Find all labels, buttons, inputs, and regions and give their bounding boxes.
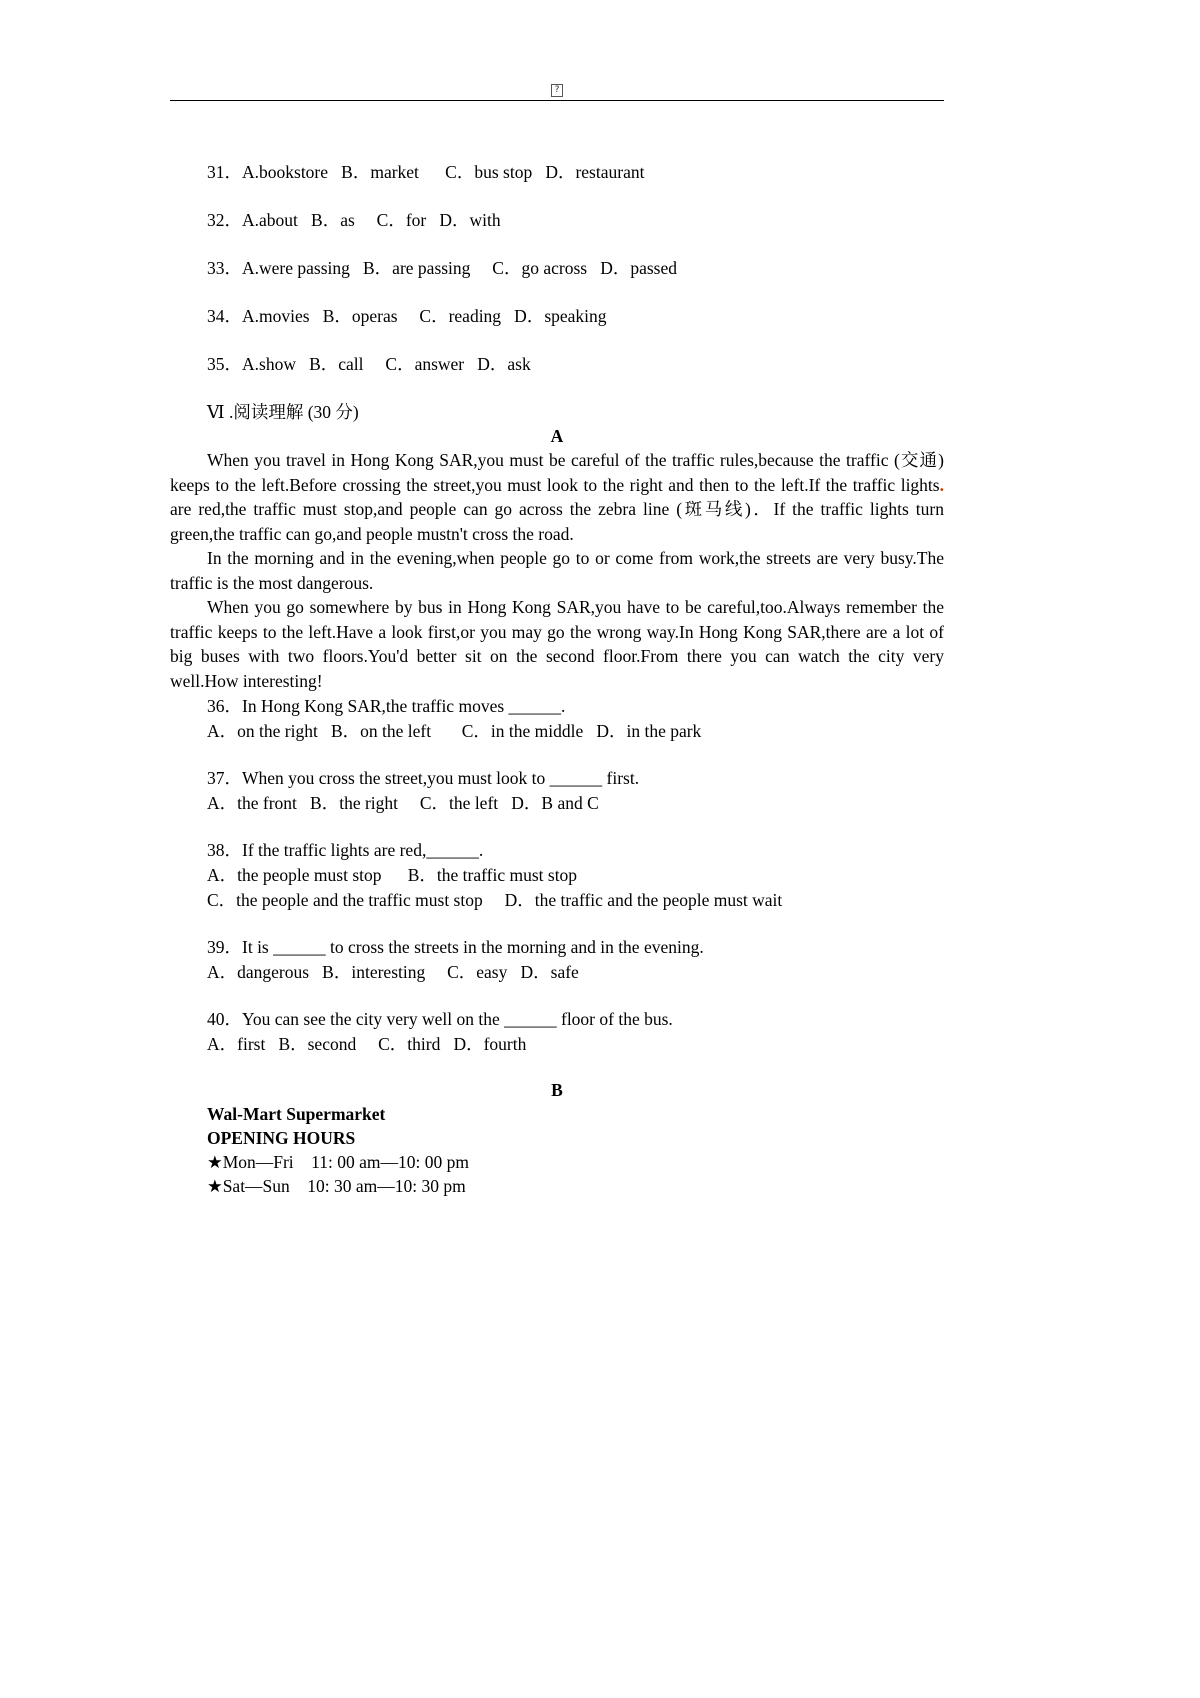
comprehension-questions: [170, 693, 944, 1057]
walmart-opening-hours-heading: OPENING HOURS: [207, 1128, 356, 1148]
passage-text: are red,the traffic must stop,and people can go across the zebra line (斑马线)．If the traffic lights turn green,the traffic can go,and people mustn't cross the road.: [170, 499, 944, 544]
passage-a-paragraph-3: When you go somewhere by bus in Hong Kong SAR,you have to be careful,too.Always remember the traffic keeps to the left.Have a look first,or you may go the wrong way.In Hong Kong SAR,there are a lot of big buses with two floors.You'd better sit on the second floor.From there you can watch the city very well.How interesting!: [170, 597, 944, 691]
cloze-option-line-31: 31．A.bookstore B．market C．bus stop D．restaurant: [207, 162, 645, 182]
question-37: [170, 766, 944, 816]
cloze-option-line-33: 33．A.were passing B．are passing C．go across D．passed: [207, 258, 677, 278]
question-options-line: A．the people must stop B．the traffic must stop: [207, 865, 578, 885]
passage-a: [170, 448, 944, 693]
walmart-hours-weekday: ★Mon—Fri 11: 00 am—10: 00 pm: [207, 1152, 469, 1172]
question-options-line: A．on the right B．on the left C．in the middle D．in the park: [207, 721, 702, 741]
passage-a-paragraph-1: [170, 448, 944, 546]
question-38: [170, 838, 944, 913]
walmart-title: Wal-Mart Supermarket: [207, 1104, 386, 1124]
question-39: [170, 935, 944, 985]
question-40: [170, 1007, 944, 1057]
passage-text: When you travel in Hong Kong SAR,you must be careful of the traffic rules,because the traffic (交通) keeps to the left.Before crossing the street,you must look to the right and then to the left.If the traffic lights: [170, 450, 944, 495]
question-options-line: A．dangerous B．interesting C．easy D．safe: [207, 962, 579, 982]
cloze-option-line-35: 35．A.show B．call C．answer D．ask: [207, 354, 531, 374]
question-options-line: A．first B．second C．third D．fourth: [207, 1034, 527, 1054]
passage-b-label: B: [551, 1080, 563, 1100]
cloze-option-line-32: 32．A.about B．as C．for D．with: [207, 210, 501, 230]
question-stem: 36．In Hong Kong SAR,the traffic moves ______.: [207, 696, 566, 716]
walmart-hours-weekend: ★Sat—Sun 10: 30 am—10: 30 pm: [207, 1176, 466, 1196]
question-stem: 40．You can see the city very well on the ______ floor of the bus.: [207, 1009, 673, 1029]
document-content: [170, 101, 944, 1198]
passage-a-label: A: [550, 426, 564, 446]
cloze-option-line-34: 34．A.movies B．operas C．reading D．speaking: [207, 306, 607, 326]
walmart-notice: [170, 1102, 944, 1198]
question-36: [170, 694, 944, 744]
page-header: [170, 0, 944, 101]
passage-a-paragraph-2: In the morning and in the evening,when people go to or come from work,the streets are very busy.The traffic is the most dangerous.: [170, 548, 944, 593]
missing-glyph-marker: ?: [551, 84, 562, 97]
red-dot-marker: .: [939, 474, 944, 495]
question-stem: 38．If the traffic lights are red,______.: [207, 840, 484, 860]
question-options-line: A．the front B．the right C．the left D．B and C: [207, 793, 599, 813]
cloze-options-block: [170, 101, 944, 376]
question-stem: 39．It is ______ to cross the streets in the morning and in the evening.: [207, 937, 704, 957]
question-stem: 37．When you cross the street,you must look to ______ first.: [207, 768, 640, 788]
section-vi-heading: Ⅵ .阅读理解 (30 分): [207, 402, 359, 422]
question-options-line: C．the people and the traffic must stop D．the traffic and the people must wait: [207, 890, 783, 910]
